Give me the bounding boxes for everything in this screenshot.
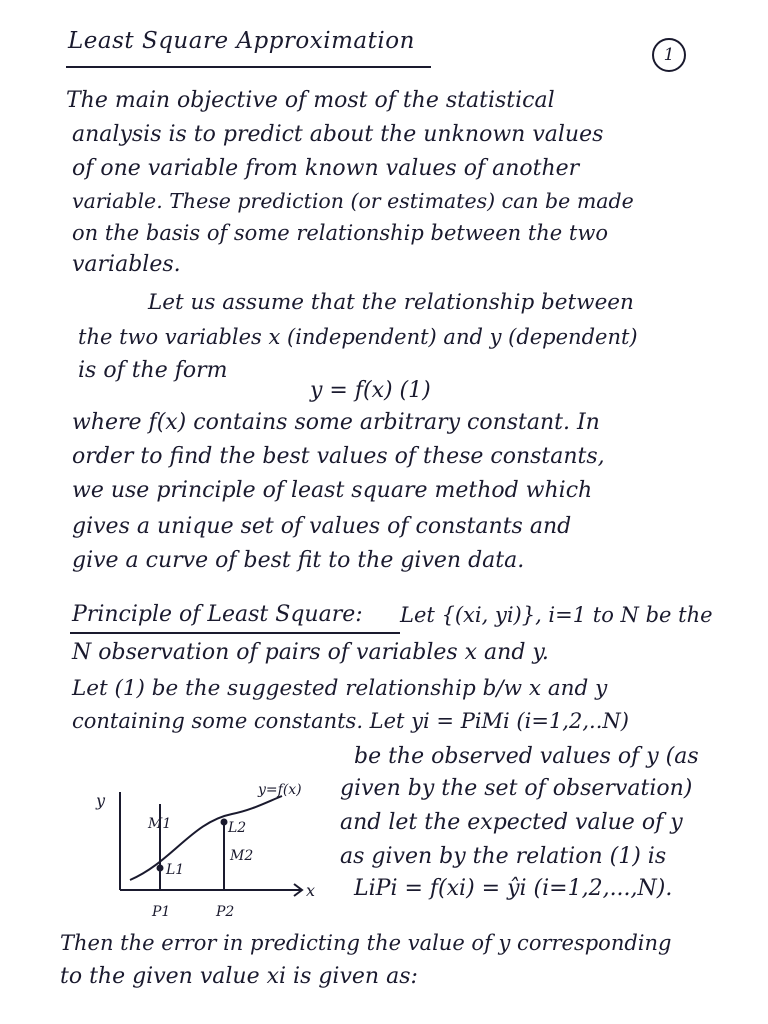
point-l1: [157, 865, 164, 872]
body-line-9: is of the form: [78, 358, 228, 383]
body-line-2: analysis is to predict about the unknown values: [72, 122, 604, 147]
title-underline: [66, 66, 431, 68]
body-line-10: where f(x) contains some arbitrary constant. In: [72, 410, 600, 435]
label-m1: M1: [148, 816, 172, 832]
body-line-6: variables.: [72, 252, 181, 277]
principle-line-8: as given by the relation (1) is: [340, 844, 667, 869]
label-l2: L2: [228, 820, 247, 836]
body-line-5: on the basis of some relationship between the two: [72, 221, 608, 245]
x-axis-label: x: [306, 881, 316, 900]
principle-line-1: Let {(xi, yi)}, i=1 to N be the: [400, 603, 713, 627]
body-line-12: we use principle of least square method which: [72, 478, 593, 503]
principle-line-7: and let the expected value of y: [340, 810, 683, 835]
body-line-7: Let us assume that the relationship between: [148, 290, 634, 315]
principle-line-11: to the given value xi is given as:: [60, 964, 418, 989]
body-line-8: the two variables x (independent) and y (dependent): [78, 325, 638, 349]
curve-diagram: [82, 762, 322, 932]
principle-line-2: N observation of pairs of variables x and y.: [72, 640, 549, 665]
curve-label: y=f(x): [258, 782, 302, 798]
fitted-curve: [130, 796, 282, 880]
y-axis-label: y: [96, 791, 106, 810]
principle-line-3: Let (1) be the suggested relationship b/w x and y: [72, 676, 608, 701]
equation-1: y = f(x) (1): [310, 378, 431, 403]
principle-line-5: be the observed values of y (as: [354, 744, 699, 769]
page-title: Least Square Approximation: [68, 28, 415, 54]
principle-line-9: LiPi = f(xi) = ŷi (i=1,2,...,N).: [354, 876, 673, 901]
principle-line-6: given by the set of observation): [340, 776, 693, 801]
body-line-1: The main objective of most of the statistical: [66, 88, 555, 113]
body-line-3: of one variable from known values of another: [72, 156, 580, 181]
principle-line-10: Then the error in predicting the value of y corresponding: [60, 931, 672, 955]
heading-underline: [70, 632, 400, 634]
point-l2: [221, 819, 228, 826]
principle-heading: Principle of Least Square:: [72, 602, 363, 627]
body-line-4: variable. These prediction (or estimates) can be made: [72, 189, 634, 213]
principle-line-4: containing some constants. Let yi = PiMi (i=1,2,..N): [72, 709, 629, 733]
page-number-badge: 1: [652, 38, 686, 72]
label-l1: L1: [166, 862, 185, 878]
body-line-11: order to find the best values of these constants,: [72, 444, 605, 469]
label-m2: M2: [230, 848, 254, 864]
body-line-13: gives a unique set of values of constants and: [72, 514, 572, 539]
label-p1: P1: [152, 904, 171, 920]
body-line-14: give a curve of best fit to the given data.: [72, 548, 525, 573]
label-p2: P2: [216, 904, 235, 920]
